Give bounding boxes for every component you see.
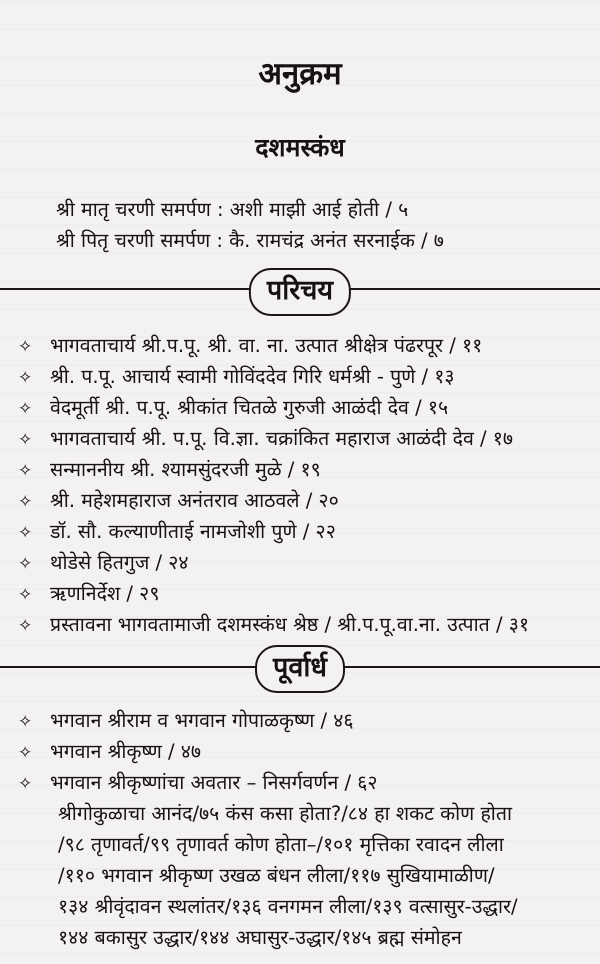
list-item <box>18 425 513 454</box>
list-item-text: श्री. महेशमहाराज अनंतराव आठवले / २० <box>50 489 339 512</box>
list-item <box>18 738 201 767</box>
list-item-text: ऋणनिर्देश / २९ <box>50 582 160 605</box>
bullet-icon: ✧ <box>18 523 33 543</box>
bullet-icon: ✧ <box>18 399 33 419</box>
list-item-text: सन्माननीय श्री. श्यामसुंदरजी मुळे / १९ <box>50 458 321 481</box>
dedication-line: श्री पितृ चरणी समर्पण : कै. रामचंद्र अनंत सरनाईक / ७ <box>56 229 444 252</box>
list-item-text: वेदमूर्ती श्री. प.पू. श्रीकांत चितळे गुरुजी आळंदी देव / १५ <box>50 396 449 419</box>
bullet-icon: ✧ <box>18 743 33 763</box>
list-item <box>18 549 189 578</box>
bullet-icon: ✧ <box>18 712 33 732</box>
list-item <box>18 518 336 547</box>
list-item <box>18 487 339 516</box>
bullet-icon: ✧ <box>18 585 33 605</box>
bullet-icon: ✧ <box>18 461 33 481</box>
list-item <box>18 769 378 798</box>
page-title: अनुक्रम <box>258 56 342 92</box>
bullet-icon: ✧ <box>18 337 33 357</box>
list-item-text: प्रस्तावना भागवतामाजी दशमस्कंध श्रेष्ठ / श्री.प.पू.वा.ना. उत्पात / ३१ <box>50 613 530 636</box>
sub-contents-line: /११० भगवान श्रीकृष्ण उखळ बंधन लीला/११७ सुखियामाळीण/ <box>58 864 495 887</box>
sub-contents-line: श्रीगोकुळाचा आनंद/७५ कंस कसा होता?/८४ हा शकट कोण होता <box>58 802 513 825</box>
section-heading-purvardh: पूर्वार्ध <box>255 645 345 693</box>
sub-contents-line: १३४ श्रीवृंदावन स्थलांतर/१३६ वनगमन लीला/१३९ वत्सासुर-उद्धार/ <box>58 895 518 918</box>
list-item <box>18 707 354 736</box>
list-item-text: थोडेसे हितगुज / २४ <box>50 551 189 574</box>
list-item <box>18 456 321 485</box>
bullet-icon: ✧ <box>18 430 33 450</box>
list-item <box>18 363 455 392</box>
list-item-text: भागवताचार्य श्री.प.पू. श्री. वा. ना. उत्पात श्रीक्षेत्र पंढरपूर / ११ <box>50 334 483 357</box>
bullet-icon: ✧ <box>18 492 33 512</box>
section-heading-dashamskandh: दशमस्कंध <box>255 133 345 162</box>
list-item <box>18 332 482 361</box>
list-item <box>18 611 529 640</box>
bullet-icon: ✧ <box>18 554 33 574</box>
dedication-line: श्री मातृ चरणी समर्पण : अशी माझी आई होती / ५ <box>56 198 409 221</box>
list-item-text: श्री. प.पू. आचार्य स्वामी गोविंददेव गिरि धर्मश्री - पुणे / १३ <box>50 365 455 388</box>
section-heading-parichay: परिचय <box>249 268 351 316</box>
sub-contents-line: /९८ तृणावर्त/९९ तृणावर्त कोण होता–/१०१ मृत्तिका रवादन लीला <box>58 833 504 856</box>
bullet-icon: ✧ <box>18 368 33 388</box>
sub-contents-line: १४४ बकासुर उद्धार/१४४ अघासुर-उद्धार/१४५ ब्रह्म संमोहन <box>58 926 462 949</box>
list-item-text: भगवान श्रीकृष्ण / ४७ <box>50 740 202 763</box>
list-item-text: भगवान श्रीराम व भगवान गोपाळकृष्ण / ४६ <box>50 709 354 732</box>
list-item-text: भगवान श्रीकृष्णांचा अवतार – निसर्गवर्णन / ६२ <box>50 771 378 794</box>
list-item <box>18 394 448 423</box>
list-item <box>18 580 159 609</box>
list-item-text: भागवताचार्य श्री. प.पू. वि.ज्ञा. चक्रांकित महाराज आळंदी देव / १७ <box>50 427 514 450</box>
bullet-icon: ✧ <box>18 616 33 636</box>
bullet-icon: ✧ <box>18 774 33 794</box>
list-item-text: डॉ. सौ. कल्याणीताई नामजोशी पुणे / २२ <box>50 520 336 543</box>
